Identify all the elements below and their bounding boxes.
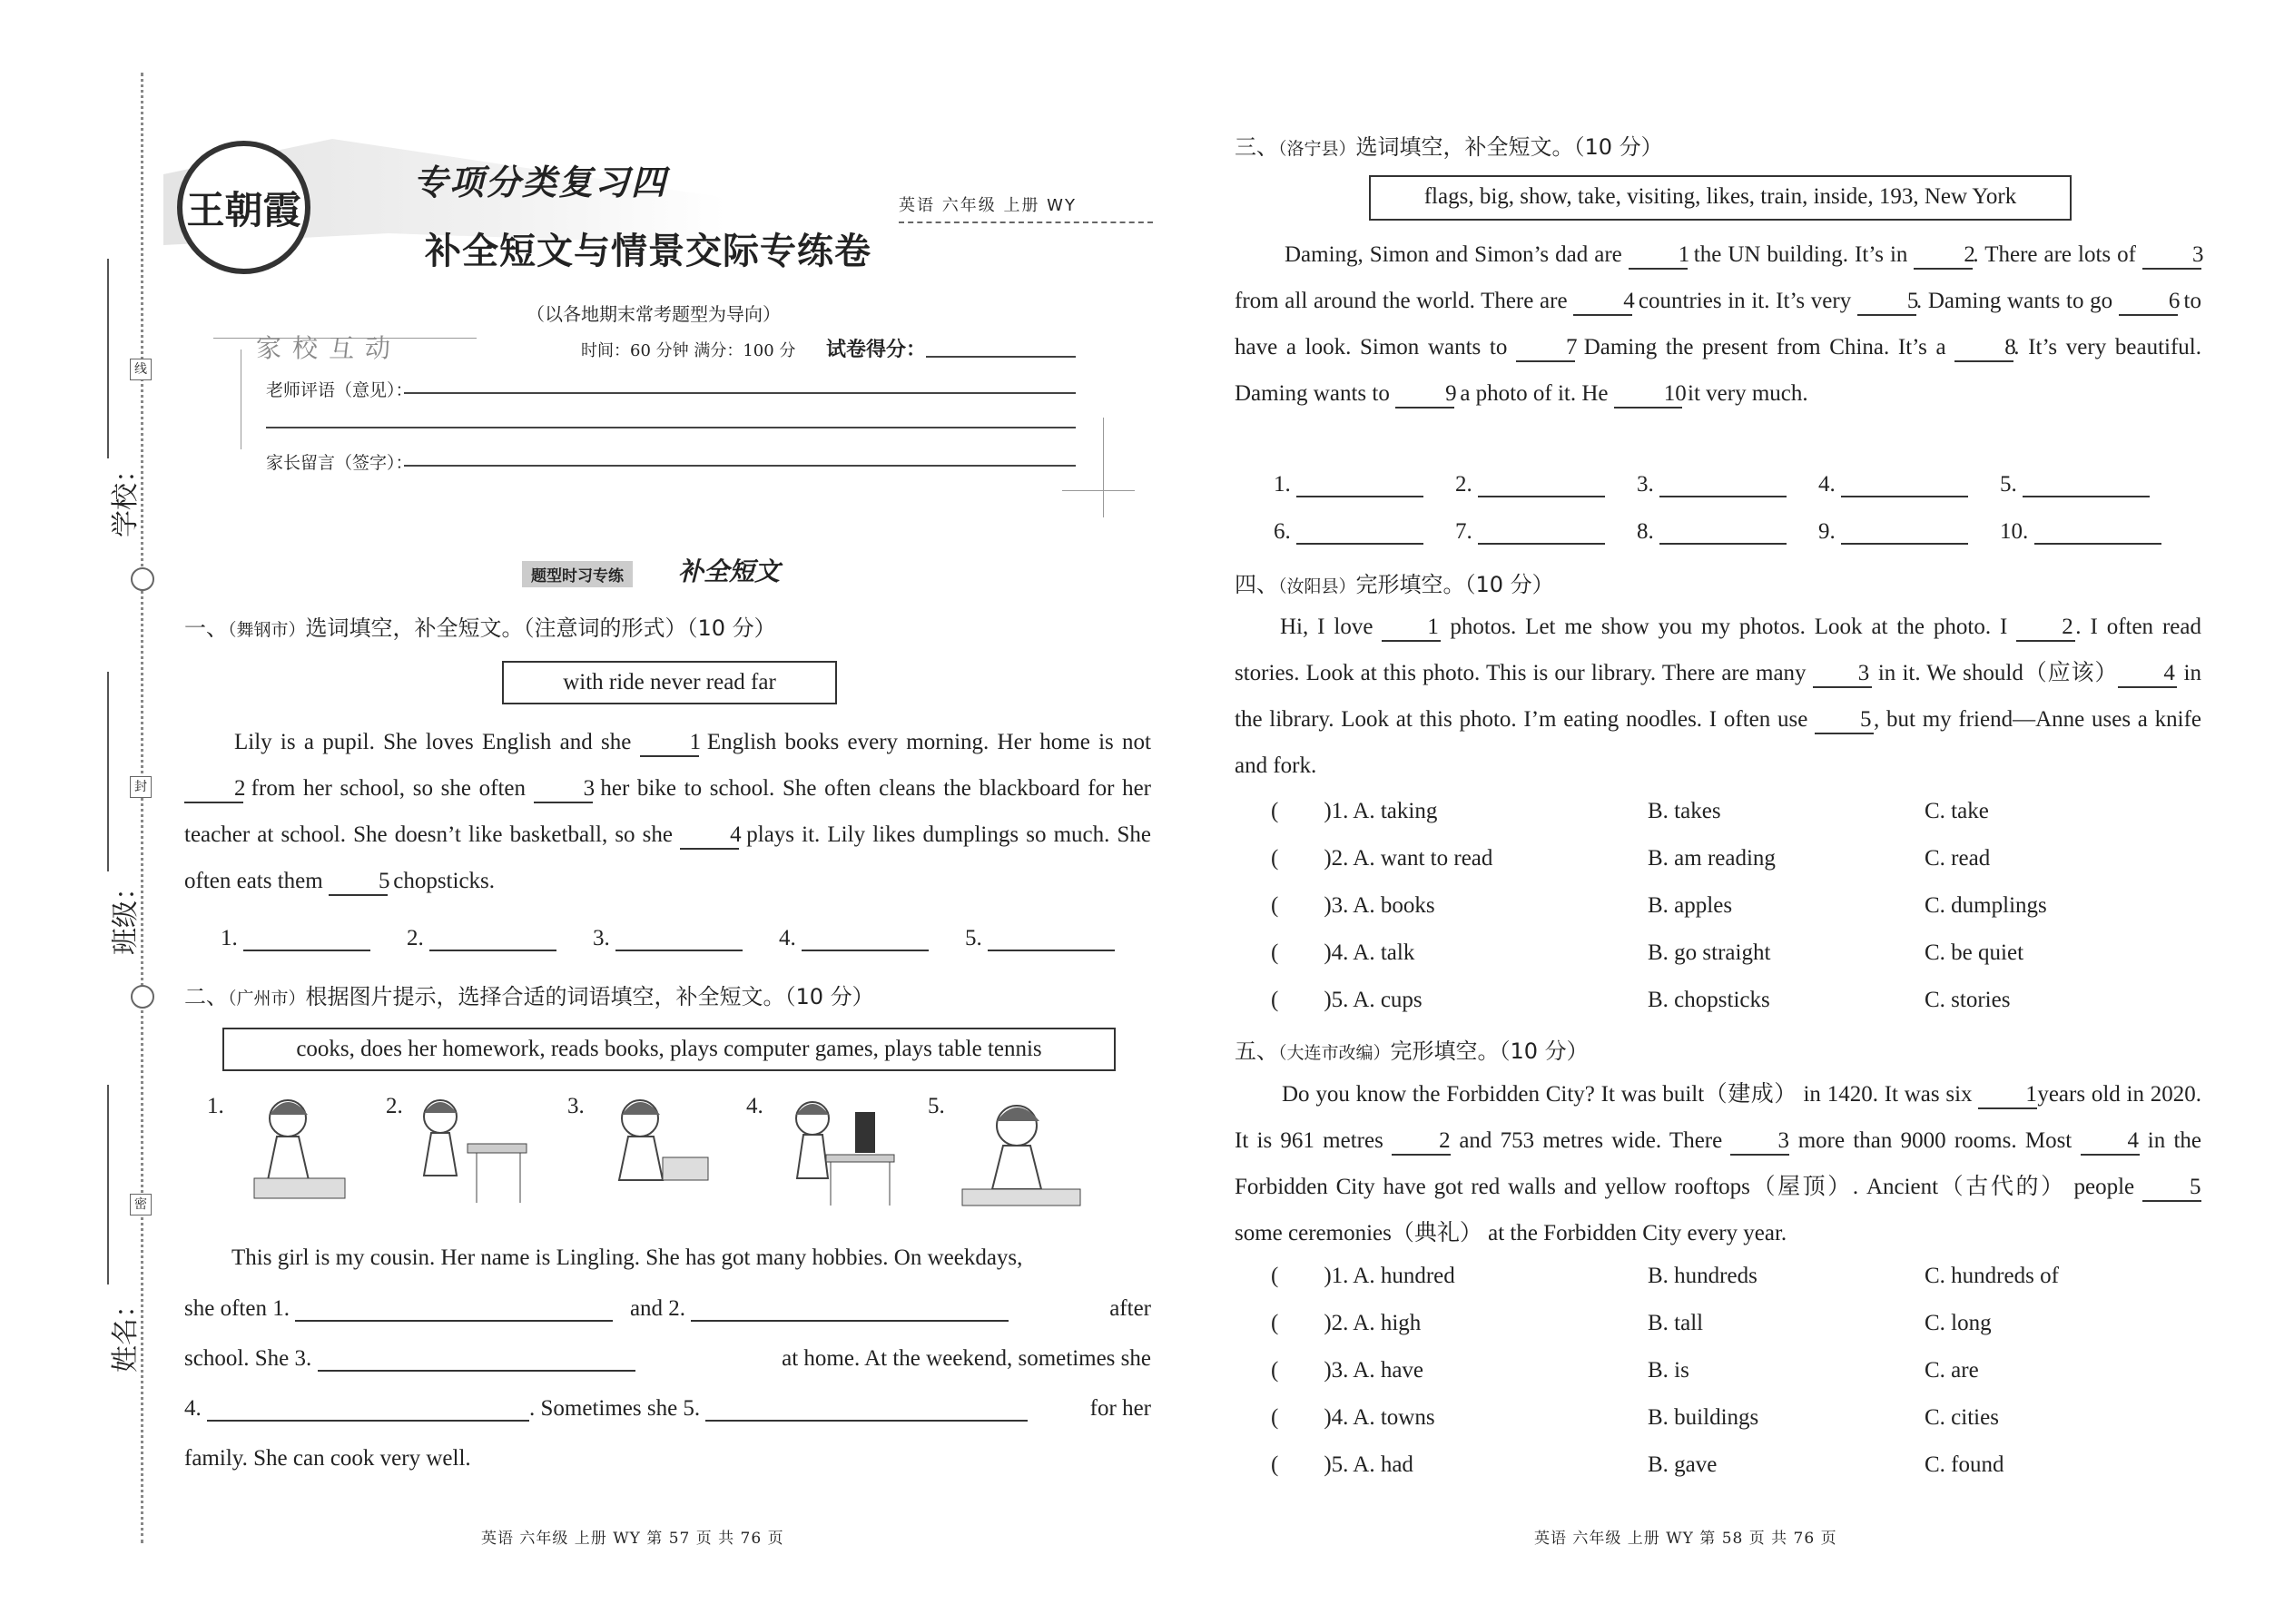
q3-number: 三、 [1235, 134, 1278, 160]
q4-number: 四、 [1235, 572, 1278, 597]
q2-passage-line2: she often 1. and 2. after [184, 1296, 1151, 1321]
series-title: 专项分类复习四 [413, 162, 668, 202]
q2-word-box: cooks, does her homework, reads books, plays computer games, plays table tennis [222, 1028, 1116, 1071]
q3-blank[interactable]: 8 [1954, 335, 2013, 362]
answer-field[interactable] [1296, 476, 1423, 497]
q2-heading [184, 979, 874, 1010]
q2-passage-line5: family. She can cook very well. [184, 1446, 471, 1471]
parent-comment-field[interactable] [404, 465, 1076, 467]
q2-passage-line4: 4. . Sometimes she 5. for her [184, 1396, 1151, 1421]
margin-mark: 密 [130, 1194, 152, 1216]
q4-blank[interactable]: 3 [1813, 661, 1872, 688]
q5-instruction: 完形填空。（10 分） [1390, 1038, 1589, 1064]
section-label: 家校互动 [256, 333, 402, 363]
q1-blank[interactable]: 2 [184, 776, 243, 803]
q4-option-row: ( )2. A. want to read B. am reading C. read [1271, 846, 1991, 871]
q4-blank[interactable]: 5 [1815, 707, 1874, 734]
girl-cooking-illustration [231, 1089, 359, 1212]
score-field[interactable] [926, 356, 1076, 358]
q2-blank[interactable] [318, 1350, 635, 1372]
banner-title: 补全短文 [678, 556, 781, 586]
binding-hole [131, 985, 154, 1009]
time-info: 时间：60 分钟 满分：100 分 [581, 341, 796, 360]
q1-heading [184, 610, 776, 642]
pic-label: 2. [386, 1094, 403, 1118]
q1-number: 一、 [184, 615, 228, 641]
q4-instruction: 完形填空。（10 分） [1355, 572, 1554, 597]
divider [1103, 418, 1104, 517]
class-field[interactable] [107, 672, 109, 871]
q1-instruction: 选词填空，补全短文。（注意词的形式）（10 分） [305, 615, 776, 641]
q4-option-row: ( )1. A. taking B. takes C. take [1271, 799, 1989, 823]
q4-blank[interactable]: 2 [2016, 615, 2075, 642]
q2-blank[interactable] [705, 1400, 1028, 1422]
q5-passage: Do you know the Forbidden City? It was built（建成） in 1420. It was six 1years old in 2020. It is 961 metres 2 and 753 metres wide. There 3 more than 9000 rooms. Most 4 in the Forbidden City have got red walls and yellow rooftops（屋顶）. Ancient（古代的） people 5 some ceremonies（典礼） at the Forbidden City every year. [1235, 1082, 2202, 1245]
q2-source: （广州市） [228, 989, 306, 1009]
answer-field[interactable] [1659, 523, 1787, 545]
q1-blank[interactable]: 3 [534, 776, 593, 803]
name-field[interactable] [107, 1085, 109, 1284]
q4-heading [1235, 566, 1554, 598]
q2-passage-line3: school. She 3. at home. At the weekend, sometimes she [184, 1346, 1151, 1371]
q5-option-row: ( )4. A. towns B. buildings C. cities [1271, 1405, 1999, 1430]
q3-passage: Daming, Simon and Simon’s dad are 1 the UN building. It’s in 2. There are lots of 3 from all around the world. There are 4 countries in it. It’s very 5. Daming wants to go 6 to have a look. Simon wants to 7 Daming the present from China. It’s a 8. It’s very beautiful. Daming wants to 9 a photo of it. He 10 it very much. [1235, 231, 2201, 417]
q5-option-row: ( )2. A. high B. tall C. long [1271, 1311, 1992, 1335]
q2-blank[interactable] [207, 1400, 529, 1422]
girl-homework-illustration [958, 1089, 1085, 1212]
pic-label: 1. [207, 1094, 224, 1118]
q5-blank[interactable]: 1 [1978, 1082, 2037, 1109]
page-footer-right: 英语 六年级 上册 WY 第 58 页 共 76 页 [1534, 1530, 1837, 1548]
q1-source: （舞钢市） [228, 620, 306, 640]
q5-heading [1235, 1033, 1589, 1065]
answer-field[interactable] [615, 930, 743, 951]
pic-label: 3. [567, 1094, 585, 1118]
q1-blank[interactable]: 4 [680, 822, 739, 850]
q3-instruction: 选词填空，补全短文。（10 分） [1355, 134, 1663, 160]
q4-blank[interactable]: 1 [1382, 615, 1441, 642]
score-label: 试卷得分： [826, 339, 927, 361]
page-footer-left: 英语 六年级 上册 WY 第 57 页 共 76 页 [481, 1530, 784, 1548]
q5-source: （大连市改编） [1278, 1043, 1391, 1063]
q5-option-row: ( )5. A. had B. gave C. found [1271, 1452, 2004, 1477]
q3-blank[interactable]: 7 [1516, 335, 1575, 362]
q2-blank[interactable] [295, 1300, 613, 1322]
answer-field[interactable] [1296, 523, 1423, 545]
answer-field[interactable] [2034, 523, 2161, 545]
q3-blank[interactable]: 6 [2119, 289, 2178, 316]
q4-blank[interactable]: 4 [2118, 661, 2177, 688]
q3-source: （洛宁县） [1278, 139, 1356, 159]
q5-option-row: ( )1. A. hundred B. hundreds C. hundreds of [1271, 1264, 2059, 1288]
divider [899, 221, 1153, 223]
brand-logo: 王朝霞 [177, 141, 310, 274]
answer-field[interactable] [2023, 476, 2150, 497]
teacher-comment-label: 老师评语（意见）： [266, 380, 413, 400]
q2-passage-line1: This girl is my cousin. Her name is Lingling. She has got many hobbies. On weekdays, [231, 1245, 1023, 1270]
q2-blank[interactable] [691, 1300, 1009, 1322]
q4-source: （汝阳县） [1278, 576, 1356, 596]
binding-hole [131, 567, 154, 591]
q2-number: 二、 [184, 984, 228, 1009]
parent-comment-label: 家长留言（签字）： [266, 453, 413, 473]
teacher-comment-field[interactable] [266, 427, 1076, 428]
margin-mark: 封 [130, 776, 152, 798]
pic-label: 5. [928, 1094, 945, 1118]
q2-instruction: 根据图片提示，选择合适的词语填空，补全短文。（10 分） [305, 984, 874, 1009]
answer-field[interactable] [1478, 523, 1605, 545]
q4-option-row: ( )5. A. cups B. chopsticks C. stories [1271, 988, 2011, 1012]
q5-number: 五、 [1235, 1038, 1278, 1064]
section-banner [513, 552, 803, 588]
q3-blank[interactable]: 10 [1614, 381, 1682, 408]
name-label: 姓名： [110, 1291, 142, 1373]
class-label: 班级： [110, 873, 142, 955]
q1-passage: Lily is a pupil. She loves English and she 1 English books every morning. Her home is not 2 from her school, so she often 3 her bike to school. She often cleans the blackboard for her teacher at school. She doesn’t like basketball, so she 4 plays it. Lily likes dumplings so much. She often eats them 5 chopsticks. [184, 719, 1151, 904]
teacher-comment-field[interactable] [404, 392, 1076, 394]
page-title: 补全短文与情景交际专练卷 [425, 231, 871, 272]
girl-reading-illustration [590, 1089, 717, 1212]
q3-blank[interactable]: 1 [1629, 242, 1688, 270]
q3-blank[interactable]: 4 [1573, 289, 1632, 316]
q5-blank[interactable]: 5 [2142, 1175, 2201, 1202]
q5-blank[interactable]: 2 [1392, 1128, 1451, 1156]
q3-heading [1235, 129, 1663, 161]
answer-field[interactable] [429, 930, 556, 951]
q3-blank[interactable]: 2 [1914, 242, 1973, 270]
q1-blank[interactable]: 5 [329, 869, 388, 896]
girl-table-tennis-illustration [404, 1089, 531, 1212]
q5-blank[interactable]: 4 [2081, 1128, 2140, 1156]
q4-passage: Hi, I love 1 photos. Let me show you my photos. Look at the photo. I 2 . I often read stories. Look at this photo. This is our library. There are many 3 in it. We should（应该） 4 in the library. Look at this photo. I’m eating noodles. I often use 5 , but my friend—Anne uses a knife and fork. [1235, 615, 2202, 778]
q4-option-row: ( )4. A. talk B. go straight C. be quiet [1271, 940, 2024, 965]
page-subtitle: （以各地期末常考题型为导向） [527, 303, 781, 325]
q1-blank[interactable]: 1 [640, 730, 699, 757]
q5-blank[interactable]: 3 [1730, 1128, 1789, 1156]
q4-option-row: ( )3. A. books B. apples C. dumplings [1271, 893, 2047, 918]
answer-field[interactable] [243, 930, 370, 951]
q3-word-box: flags, big, show, take, visiting, likes, train, inside, 193, New York [1369, 175, 2072, 221]
q3-blank[interactable]: 9 [1395, 381, 1454, 408]
pic-label: 4. [746, 1094, 763, 1118]
grade-tag: 英语 六年级 上册 WY [899, 196, 1077, 215]
school-field[interactable] [107, 259, 109, 458]
q3-blank[interactable]: 3 [2142, 242, 2201, 270]
answer-field[interactable] [988, 930, 1115, 951]
answer-field[interactable] [1841, 476, 1968, 497]
banner-small: 题型时习专练 [522, 561, 633, 587]
q1-word-box: with ride never read far [502, 661, 837, 704]
answer-field[interactable] [1478, 476, 1605, 497]
q5-option-row: ( )3. A. have B. is C. are [1271, 1358, 1979, 1383]
girl-computer-illustration [772, 1089, 899, 1212]
answer-field[interactable] [1659, 476, 1787, 497]
answer-field[interactable] [802, 930, 929, 951]
divider [1062, 490, 1135, 491]
margin-mark: 线 [130, 359, 152, 380]
answer-field[interactable] [1841, 523, 1968, 545]
school-label: 学校： [110, 456, 142, 537]
q3-blank[interactable]: 5 [1857, 289, 1916, 316]
